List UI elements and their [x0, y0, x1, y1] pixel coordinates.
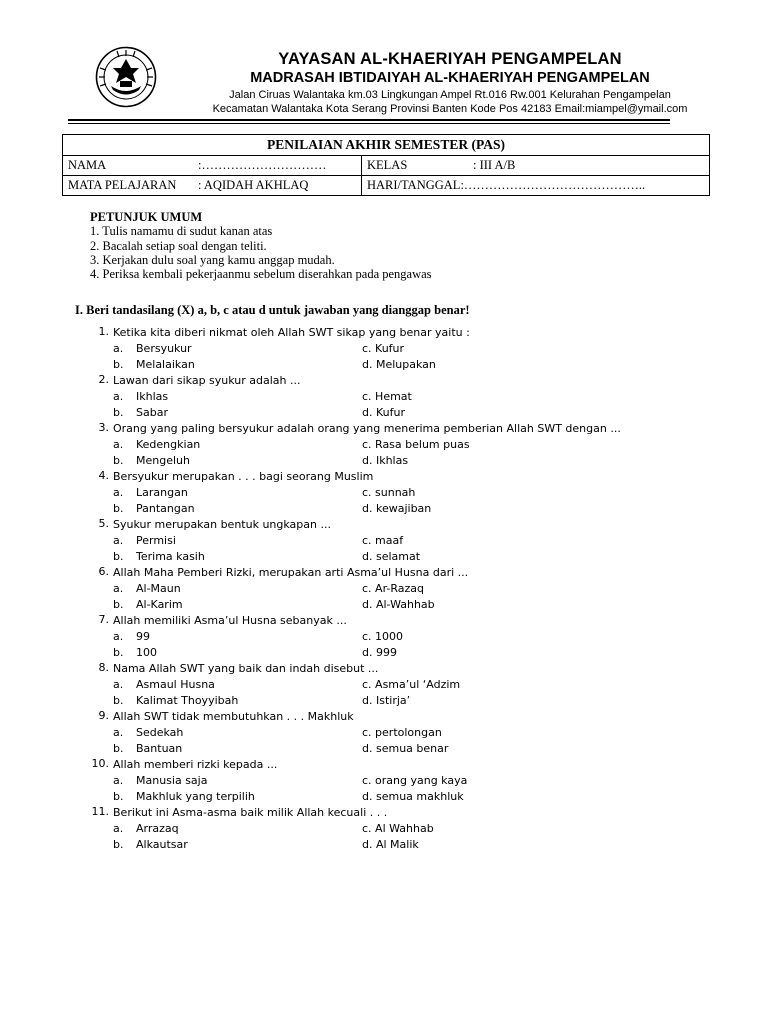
exam-title: PENILAIAN AKHIR SEMESTER (PAS)	[63, 135, 710, 156]
option-b-letter: b.	[113, 742, 124, 755]
option-c[interactable]: c. Ar-Razaq	[362, 582, 424, 595]
school-contact: Kecamatan Walantaka Kota Serang Provinsi Banten Kode Pos 42183 Email:miampel@ymail.com	[212, 103, 688, 115]
option-b[interactable]: Sabar	[136, 406, 168, 419]
question-number: 6.	[98, 565, 109, 578]
option-row	[0, 453, 768, 469]
question-text: Syukur merupakan bentuk ungkapan ...	[113, 518, 331, 531]
school-logo-icon	[95, 46, 157, 108]
question-2	[0, 373, 768, 389]
option-b[interactable]: Terima kasih	[136, 550, 205, 563]
option-c[interactable]: c. Rasa belum puas	[362, 438, 470, 451]
option-a-letter: a.	[113, 630, 124, 643]
option-row	[0, 725, 768, 741]
question-1	[0, 325, 768, 341]
option-c[interactable]: c. Asma’ul ‘Adzim	[362, 678, 461, 691]
option-d[interactable]: d. semua benar	[362, 742, 449, 755]
question-11	[0, 805, 768, 821]
option-row	[0, 837, 768, 853]
instructions-heading: PETUNJUK UMUM	[90, 210, 203, 224]
school-name: MADRASAH IBTIDAIYAH AL-KHAERIYAH PENGAMPELAN	[250, 70, 650, 86]
option-row	[0, 485, 768, 501]
option-a-letter: a.	[113, 390, 124, 403]
instruction-item: 4. Periksa kembali pekerjaanmu sebelum diserahkan pada pengawas	[90, 267, 432, 282]
nama-label: NAMA	[68, 158, 107, 172]
option-d[interactable]: d. selamat	[362, 550, 421, 563]
option-row	[0, 789, 768, 805]
option-b-letter: b.	[113, 454, 124, 467]
option-b[interactable]: 100	[136, 646, 157, 659]
question-text: Allah SWT tidak membutuhkan . . . Makhluk	[113, 710, 354, 723]
option-row	[0, 629, 768, 645]
option-b-letter: b.	[113, 550, 124, 563]
instruction-item: 2. Bacalah setiap soal dengan teliti.	[90, 238, 267, 253]
hari-value: :……………………………………..	[460, 178, 646, 192]
question-number: 8.	[98, 661, 109, 674]
question-number: 2.	[98, 373, 109, 386]
question-3	[0, 421, 768, 437]
question-number: 10.	[91, 757, 109, 770]
question-8	[0, 661, 768, 677]
option-b-letter: b.	[113, 406, 124, 419]
option-d[interactable]: d. kewajiban	[362, 502, 432, 515]
option-b[interactable]: Pantangan	[136, 502, 195, 515]
option-c[interactable]: c. Hemat	[362, 390, 412, 403]
question-10	[0, 757, 768, 773]
question-text: Allah Maha Pemberi Rizki, merupakan arti Asma’ul Husna dari ...	[113, 566, 469, 579]
section-title: I. Beri tandasilang (X) a, b, c atau d untuk jawaban yang dianggap benar!	[75, 303, 470, 317]
option-d[interactable]: d. 999	[362, 646, 397, 659]
mapel-value: : AQIDAH AKHLAQ	[198, 178, 309, 192]
nama-cell[interactable]	[63, 156, 362, 176]
mapel-cell	[63, 176, 362, 196]
option-b[interactable]: Makhluk yang terpilih	[136, 790, 255, 803]
option-c[interactable]: c. Kufur	[362, 342, 405, 355]
question-text: Bersyukur merupakan . . . bagi seorang Muslim	[113, 470, 374, 483]
question-9	[0, 709, 768, 725]
option-d[interactable]: d. Ikhlas	[362, 454, 409, 467]
option-d[interactable]: d. semua makhluk	[362, 790, 464, 803]
option-a[interactable]: Sedekah	[136, 726, 184, 739]
option-a[interactable]: 99	[136, 630, 150, 643]
question-text: Nama Allah SWT yang baik dan indah disebut ...	[113, 662, 379, 675]
option-a-letter: a.	[113, 486, 124, 499]
option-a[interactable]: Arrazaq	[136, 822, 179, 835]
option-c[interactable]: c. orang yang kaya	[362, 774, 468, 787]
nama-value: :…………………………	[198, 158, 327, 172]
option-b-letter: b.	[113, 694, 124, 707]
option-c[interactable]: c. maaf	[362, 534, 404, 547]
option-c[interactable]: c. sunnah	[362, 486, 416, 499]
instruction-item: 1. Tulis namamu di sudut kanan atas	[90, 224, 273, 239]
option-d[interactable]: d. Istirja’	[362, 694, 411, 707]
option-d[interactable]: d. Kufur	[362, 406, 405, 419]
option-row	[0, 693, 768, 709]
question-number: 1.	[98, 325, 109, 338]
option-a[interactable]: Larangan	[136, 486, 188, 499]
option-c[interactable]: c. pertolongan	[362, 726, 442, 739]
option-row	[0, 677, 768, 693]
header-rule-thin	[68, 123, 670, 124]
hari-cell[interactable]	[362, 176, 710, 196]
option-row	[0, 405, 768, 421]
question-number: 5.	[98, 517, 109, 530]
option-a[interactable]: Asmaul Husna	[136, 678, 215, 691]
option-d[interactable]: d. Al Malik	[362, 838, 419, 851]
option-row	[0, 341, 768, 357]
question-number: 11.	[91, 805, 109, 818]
question-number: 9.	[98, 709, 109, 722]
kelas-label: KELAS	[367, 158, 408, 172]
option-row	[0, 741, 768, 757]
question-text: Berikut ini Asma-asma baik milik Allah kecuali . . .	[113, 806, 388, 819]
hari-label: HARI/TANGGAL	[367, 178, 461, 192]
option-a-letter: a.	[113, 534, 124, 547]
option-b[interactable]: Mengeluh	[136, 454, 190, 467]
option-a[interactable]: Bersyukur	[136, 342, 192, 355]
option-b[interactable]: Kalimat Thoyyibah	[136, 694, 239, 707]
instruction-item: 3. Kerjakan dulu soal yang kamu anggap mudah.	[90, 252, 335, 267]
question-list	[0, 325, 768, 853]
option-d[interactable]: d. Melupakan	[362, 358, 436, 371]
option-row	[0, 597, 768, 613]
header-rule-thick	[68, 119, 670, 121]
exam-info-table	[62, 134, 710, 196]
option-b-letter: b.	[113, 358, 124, 371]
option-d[interactable]: d. Al-Wahhab	[362, 598, 435, 611]
option-row	[0, 645, 768, 661]
option-b-letter: b.	[113, 790, 124, 803]
option-row	[0, 533, 768, 549]
option-row	[0, 581, 768, 597]
instructions	[90, 210, 432, 281]
option-a[interactable]: Manusia saja	[136, 774, 208, 787]
option-a[interactable]: Kedengkian	[136, 438, 201, 451]
option-row	[0, 821, 768, 837]
kelas-value: : III A/B	[473, 158, 516, 172]
option-c[interactable]: c. Al Wahhab	[362, 822, 434, 835]
option-row	[0, 437, 768, 453]
question-5	[0, 517, 768, 533]
option-a-letter: a.	[113, 342, 124, 355]
option-row	[0, 501, 768, 517]
kelas-cell	[362, 156, 710, 176]
option-c[interactable]: c. 1000	[362, 630, 404, 643]
question-number: 4.	[98, 469, 109, 482]
option-row	[0, 773, 768, 789]
option-b-letter: b.	[113, 502, 124, 515]
option-b-letter: b.	[113, 598, 124, 611]
question-number: 3.	[98, 421, 109, 434]
option-a[interactable]: Ikhlas	[136, 390, 169, 403]
option-row	[0, 549, 768, 565]
option-a[interactable]: Al-Maun	[136, 582, 181, 595]
option-a[interactable]: Permisi	[136, 534, 176, 547]
foundation-name: YAYASAN AL-KHAERIYAH PENGAMPELAN	[278, 50, 622, 68]
question-6	[0, 565, 768, 581]
mapel-label: MATA PELAJARAN	[68, 178, 177, 192]
question-4	[0, 469, 768, 485]
option-b[interactable]: Alkautsar	[136, 838, 188, 851]
option-row	[0, 389, 768, 405]
option-a-letter: a.	[113, 822, 124, 835]
question-text: Orang yang paling bersyukur adalah orang yang menerima pemberian Allah SWT dengan ...	[113, 422, 621, 435]
option-b[interactable]: Bantuan	[136, 742, 183, 755]
option-a-letter: a.	[113, 726, 124, 739]
question-text: Lawan dari sikap syukur adalah ...	[113, 374, 301, 387]
option-b[interactable]: Al-Karim	[136, 598, 183, 611]
option-b-letter: b.	[113, 646, 124, 659]
question-text: Ketika kita diberi nikmat oleh Allah SWT sikap yang benar yaitu :	[113, 326, 470, 339]
option-a-letter: a.	[113, 438, 124, 451]
question-7	[0, 613, 768, 629]
school-address: Jalan Ciruas Walantaka km.03 Lingkungan Ampel Rt.016 Rw.001 Kelurahan Pengampelan	[229, 89, 671, 101]
option-a-letter: a.	[113, 582, 124, 595]
question-number: 7.	[98, 613, 109, 626]
option-row	[0, 357, 768, 373]
option-b-letter: b.	[113, 838, 124, 851]
option-a-letter: a.	[113, 774, 124, 787]
question-text: Allah memiliki Asma’ul Husna sebanyak ...	[113, 614, 347, 627]
question-text: Allah memberi rizki kepada ...	[113, 758, 278, 771]
option-a-letter: a.	[113, 678, 124, 691]
option-b[interactable]: Melalaikan	[136, 358, 195, 371]
